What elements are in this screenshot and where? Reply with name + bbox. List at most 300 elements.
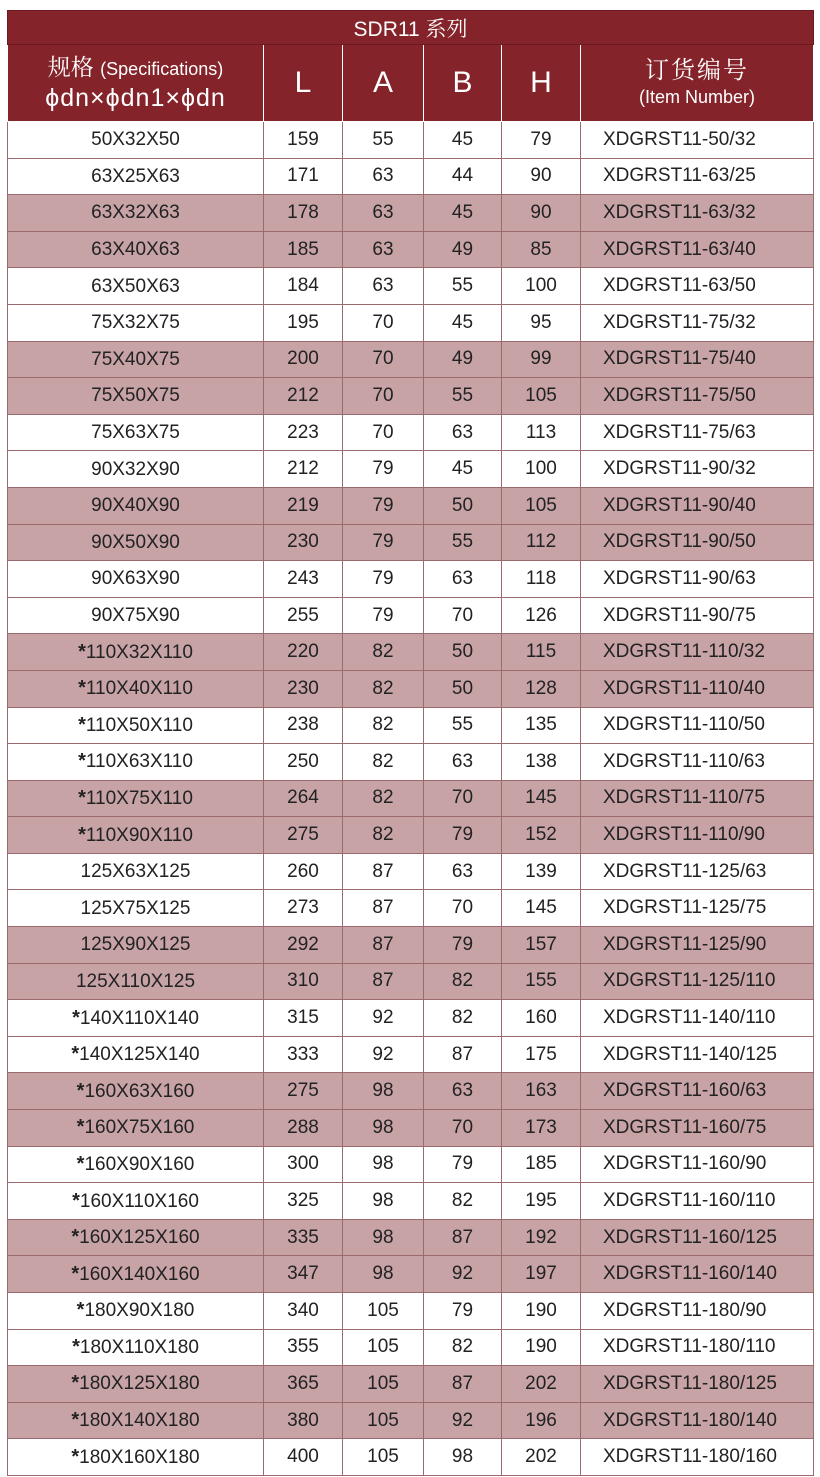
cell-l: 200 bbox=[264, 341, 343, 378]
cell-a: 98 bbox=[343, 1219, 424, 1256]
cell-item-number: XDGRST11-110/40 bbox=[581, 670, 814, 707]
table-row bbox=[8, 634, 814, 671]
cell-item-number: XDGRST11-63/25 bbox=[581, 158, 814, 195]
cell-spec bbox=[8, 341, 264, 378]
cell-spec bbox=[8, 268, 264, 305]
cell-spec bbox=[8, 451, 264, 488]
header-spec bbox=[8, 45, 264, 122]
spec-text: 63X25X63 bbox=[91, 165, 180, 187]
cell-spec bbox=[8, 1329, 264, 1366]
cell-l: 230 bbox=[264, 524, 343, 561]
spec-text: 90X32X90 bbox=[91, 458, 180, 480]
cell-l: 223 bbox=[264, 414, 343, 451]
spec-text: 180X140X180 bbox=[79, 1410, 200, 1432]
asterisk-mark: * bbox=[71, 1226, 80, 1249]
cell-h: 196 bbox=[502, 1402, 581, 1439]
cell-h: 190 bbox=[502, 1329, 581, 1366]
cell-spec bbox=[8, 1402, 264, 1439]
table-row bbox=[8, 853, 814, 890]
asterisk-mark: * bbox=[71, 1445, 80, 1468]
spec-text: 110X50X110 bbox=[85, 714, 193, 736]
cell-a: 82 bbox=[343, 817, 424, 854]
cell-spec bbox=[8, 378, 264, 415]
spec-text: 180X160X180 bbox=[79, 1446, 200, 1468]
cell-item-number: XDGRST11-160/90 bbox=[581, 1146, 814, 1183]
cell-h: 95 bbox=[502, 304, 581, 341]
cell-spec bbox=[8, 1439, 264, 1476]
table-row bbox=[8, 1366, 814, 1403]
cell-item-number: XDGRST11-110/32 bbox=[581, 634, 814, 671]
cell-h: 175 bbox=[502, 1036, 581, 1073]
cell-item-number: XDGRST11-90/40 bbox=[581, 487, 814, 524]
cell-b: 87 bbox=[424, 1036, 502, 1073]
cell-b: 49 bbox=[424, 231, 502, 268]
cell-a: 55 bbox=[343, 122, 424, 159]
cell-h: 100 bbox=[502, 451, 581, 488]
cell-l: 333 bbox=[264, 1036, 343, 1073]
cell-b: 92 bbox=[424, 1402, 502, 1439]
asterisk-mark: * bbox=[72, 1006, 80, 1029]
cell-spec bbox=[8, 1183, 264, 1220]
spec-text: 110X40X110 bbox=[85, 678, 193, 700]
cell-item-number: XDGRST11-110/50 bbox=[581, 707, 814, 744]
cell-a: 98 bbox=[343, 1183, 424, 1220]
cell-a: 70 bbox=[343, 304, 424, 341]
asterisk-mark: * bbox=[72, 1189, 80, 1212]
spec-table bbox=[7, 10, 814, 1476]
cell-l: 260 bbox=[264, 853, 343, 890]
cell-l: 171 bbox=[264, 158, 343, 195]
spec-text: 160X140X160 bbox=[79, 1263, 200, 1285]
cell-l: 220 bbox=[264, 634, 343, 671]
cell-spec bbox=[8, 634, 264, 671]
cell-item-number: XDGRST11-75/63 bbox=[581, 414, 814, 451]
header-spec-en: (Specifications) bbox=[100, 59, 224, 79]
cell-a: 105 bbox=[343, 1402, 424, 1439]
cell-item-number: XDGRST11-90/63 bbox=[581, 561, 814, 598]
spec-text: 140X125X140 bbox=[79, 1044, 200, 1066]
cell-b: 79 bbox=[424, 927, 502, 964]
cell-spec bbox=[8, 780, 264, 817]
cell-item-number: XDGRST11-180/160 bbox=[581, 1439, 814, 1476]
table-row bbox=[8, 1329, 814, 1366]
cell-l: 275 bbox=[264, 817, 343, 854]
cell-spec bbox=[8, 853, 264, 890]
spec-text: 63X50X63 bbox=[91, 275, 180, 297]
cell-b: 63 bbox=[424, 853, 502, 890]
cell-item-number: XDGRST11-180/125 bbox=[581, 1366, 814, 1403]
cell-item-number: XDGRST11-180/90 bbox=[581, 1293, 814, 1330]
spec-text: 110X90X110 bbox=[85, 824, 193, 846]
cell-h: 145 bbox=[502, 780, 581, 817]
cell-b: 79 bbox=[424, 817, 502, 854]
cell-l: 335 bbox=[264, 1219, 343, 1256]
cell-l: 184 bbox=[264, 268, 343, 305]
cell-a: 63 bbox=[343, 268, 424, 305]
cell-h: 192 bbox=[502, 1219, 581, 1256]
table-body bbox=[8, 122, 814, 1476]
cell-item-number: XDGRST11-90/32 bbox=[581, 451, 814, 488]
cell-b: 44 bbox=[424, 158, 502, 195]
table-row bbox=[8, 1293, 814, 1330]
asterisk-mark: * bbox=[76, 1299, 85, 1322]
cell-h: 160 bbox=[502, 1000, 581, 1037]
spec-text: 75X32X75 bbox=[91, 312, 180, 334]
cell-a: 98 bbox=[343, 1256, 424, 1293]
spec-text: 160X125X160 bbox=[79, 1227, 200, 1249]
cell-b: 49 bbox=[424, 341, 502, 378]
table-row bbox=[8, 1000, 814, 1037]
table-row bbox=[8, 597, 814, 634]
cell-item-number: XDGRST11-75/32 bbox=[581, 304, 814, 341]
cell-h: 155 bbox=[502, 963, 581, 1000]
cell-l: 230 bbox=[264, 670, 343, 707]
cell-b: 45 bbox=[424, 195, 502, 232]
cell-h: 118 bbox=[502, 561, 581, 598]
cell-b: 55 bbox=[424, 707, 502, 744]
table-row bbox=[8, 1402, 814, 1439]
cell-spec bbox=[8, 1146, 264, 1183]
cell-l: 292 bbox=[264, 927, 343, 964]
cell-h: 185 bbox=[502, 1146, 581, 1183]
cell-spec bbox=[8, 744, 264, 781]
cell-spec bbox=[8, 817, 264, 854]
cell-item-number: XDGRST11-110/75 bbox=[581, 780, 814, 817]
spec-text: 90X63X90 bbox=[91, 568, 180, 590]
table-row bbox=[8, 304, 814, 341]
cell-spec bbox=[8, 158, 264, 195]
cell-l: 264 bbox=[264, 780, 343, 817]
table-row bbox=[8, 122, 814, 159]
cell-b: 82 bbox=[424, 1183, 502, 1220]
cell-item-number: XDGRST11-125/110 bbox=[581, 963, 814, 1000]
header-item bbox=[581, 45, 814, 122]
cell-h: 128 bbox=[502, 670, 581, 707]
cell-b: 55 bbox=[424, 524, 502, 561]
header-h: H bbox=[502, 45, 581, 122]
cell-a: 82 bbox=[343, 670, 424, 707]
table-row bbox=[8, 963, 814, 1000]
table-row bbox=[8, 195, 814, 232]
cell-l: 238 bbox=[264, 707, 343, 744]
spec-text: 75X63X75 bbox=[91, 422, 180, 444]
cell-h: 79 bbox=[502, 122, 581, 159]
cell-h: 115 bbox=[502, 634, 581, 671]
cell-a: 79 bbox=[343, 487, 424, 524]
table-row bbox=[8, 231, 814, 268]
cell-h: 105 bbox=[502, 487, 581, 524]
cell-item-number: XDGRST11-110/63 bbox=[581, 744, 814, 781]
cell-h: 152 bbox=[502, 817, 581, 854]
cell-l: 250 bbox=[264, 744, 343, 781]
cell-a: 82 bbox=[343, 780, 424, 817]
cell-a: 70 bbox=[343, 341, 424, 378]
spec-text: 90X75X90 bbox=[91, 605, 180, 627]
cell-h: 90 bbox=[502, 195, 581, 232]
table-row bbox=[8, 1146, 814, 1183]
table-row bbox=[8, 1183, 814, 1220]
asterisk-mark: * bbox=[78, 713, 86, 736]
cell-item-number: XDGRST11-75/50 bbox=[581, 378, 814, 415]
cell-b: 45 bbox=[424, 304, 502, 341]
cell-a: 79 bbox=[343, 561, 424, 598]
cell-l: 355 bbox=[264, 1329, 343, 1366]
asterisk-mark: * bbox=[76, 1152, 85, 1175]
cell-l: 300 bbox=[264, 1146, 343, 1183]
cell-b: 63 bbox=[424, 1073, 502, 1110]
table-row bbox=[8, 414, 814, 451]
table-row bbox=[8, 561, 814, 598]
asterisk-mark: * bbox=[78, 786, 86, 809]
cell-l: 212 bbox=[264, 451, 343, 488]
cell-a: 63 bbox=[343, 158, 424, 195]
spec-text: 160X63X160 bbox=[84, 1080, 195, 1102]
cell-b: 70 bbox=[424, 597, 502, 634]
asterisk-mark: * bbox=[78, 640, 86, 663]
cell-item-number: XDGRST11-75/40 bbox=[581, 341, 814, 378]
cell-spec bbox=[8, 1219, 264, 1256]
cell-a: 70 bbox=[343, 414, 424, 451]
cell-l: 159 bbox=[264, 122, 343, 159]
cell-b: 70 bbox=[424, 780, 502, 817]
table-row bbox=[8, 524, 814, 561]
spec-text: 110X63X110 bbox=[85, 751, 193, 773]
cell-spec bbox=[8, 524, 264, 561]
cell-h: 113 bbox=[502, 414, 581, 451]
cell-b: 70 bbox=[424, 890, 502, 927]
spec-text: 160X75X160 bbox=[84, 1117, 195, 1139]
cell-h: 139 bbox=[502, 853, 581, 890]
cell-h: 195 bbox=[502, 1183, 581, 1220]
cell-item-number: XDGRST11-140/125 bbox=[581, 1036, 814, 1073]
cell-l: 365 bbox=[264, 1366, 343, 1403]
cell-item-number: XDGRST11-160/75 bbox=[581, 1110, 814, 1147]
cell-b: 55 bbox=[424, 268, 502, 305]
table-title-row bbox=[8, 11, 814, 45]
cell-l: 310 bbox=[264, 963, 343, 1000]
cell-a: 70 bbox=[343, 378, 424, 415]
cell-l: 380 bbox=[264, 1402, 343, 1439]
header-l: L bbox=[264, 45, 343, 122]
table-row bbox=[8, 1219, 814, 1256]
cell-h: 99 bbox=[502, 341, 581, 378]
spec-text: 125X63X125 bbox=[80, 861, 191, 883]
table-row bbox=[8, 1036, 814, 1073]
cell-h: 202 bbox=[502, 1366, 581, 1403]
cell-h: 135 bbox=[502, 707, 581, 744]
asterisk-mark: * bbox=[72, 1335, 80, 1358]
cell-a: 82 bbox=[343, 744, 424, 781]
cell-item-number: XDGRST11-160/110 bbox=[581, 1183, 814, 1220]
asterisk-mark: * bbox=[71, 1262, 80, 1285]
cell-b: 92 bbox=[424, 1256, 502, 1293]
cell-b: 63 bbox=[424, 744, 502, 781]
asterisk-mark: * bbox=[71, 1043, 80, 1066]
spec-text: 110X75X110 bbox=[85, 787, 193, 809]
cell-item-number: XDGRST11-90/75 bbox=[581, 597, 814, 634]
header-item-cn: 订货编号 bbox=[645, 57, 750, 84]
table-row bbox=[8, 158, 814, 195]
spec-text: 180X125X180 bbox=[79, 1373, 200, 1395]
cell-a: 92 bbox=[343, 1036, 424, 1073]
cell-spec bbox=[8, 414, 264, 451]
header-item-en: (Item Number) bbox=[639, 87, 756, 107]
table-row bbox=[8, 1110, 814, 1147]
spec-text: 180X90X180 bbox=[84, 1300, 195, 1322]
cell-h: 190 bbox=[502, 1293, 581, 1330]
cell-h: 112 bbox=[502, 524, 581, 561]
cell-item-number: XDGRST11-180/140 bbox=[581, 1402, 814, 1439]
cell-a: 87 bbox=[343, 890, 424, 927]
cell-spec bbox=[8, 963, 264, 1000]
cell-l: 255 bbox=[264, 597, 343, 634]
cell-l: 185 bbox=[264, 231, 343, 268]
cell-item-number: XDGRST11-125/75 bbox=[581, 890, 814, 927]
cell-spec bbox=[8, 1073, 264, 1110]
cell-h: 105 bbox=[502, 378, 581, 415]
spec-text: 140X110X140 bbox=[79, 1007, 199, 1029]
table-row bbox=[8, 890, 814, 927]
cell-a: 98 bbox=[343, 1146, 424, 1183]
cell-b: 87 bbox=[424, 1219, 502, 1256]
cell-h: 202 bbox=[502, 1439, 581, 1476]
table-row bbox=[8, 817, 814, 854]
cell-a: 82 bbox=[343, 634, 424, 671]
cell-b: 45 bbox=[424, 451, 502, 488]
table-row bbox=[8, 378, 814, 415]
cell-b: 63 bbox=[424, 561, 502, 598]
spec-text: 75X50X75 bbox=[91, 385, 180, 407]
table-row bbox=[8, 744, 814, 781]
cell-l: 400 bbox=[264, 1439, 343, 1476]
cell-item-number: XDGRST11-63/50 bbox=[581, 268, 814, 305]
cell-l: 273 bbox=[264, 890, 343, 927]
cell-spec bbox=[8, 1000, 264, 1037]
header-spec-formula: ϕdn×ϕdn1×ϕdn bbox=[45, 84, 226, 112]
cell-a: 92 bbox=[343, 1000, 424, 1037]
cell-l: 178 bbox=[264, 195, 343, 232]
table-row bbox=[8, 707, 814, 744]
cell-item-number: XDGRST11-125/63 bbox=[581, 853, 814, 890]
cell-a: 79 bbox=[343, 451, 424, 488]
cell-a: 87 bbox=[343, 963, 424, 1000]
header-spec-cn: 规格 bbox=[47, 54, 94, 80]
cell-l: 243 bbox=[264, 561, 343, 598]
cell-b: 82 bbox=[424, 963, 502, 1000]
cell-a: 105 bbox=[343, 1329, 424, 1366]
cell-spec bbox=[8, 670, 264, 707]
cell-spec bbox=[8, 1293, 264, 1330]
cell-spec bbox=[8, 231, 264, 268]
cell-a: 105 bbox=[343, 1439, 424, 1476]
cell-a: 105 bbox=[343, 1293, 424, 1330]
cell-b: 50 bbox=[424, 487, 502, 524]
table-row bbox=[8, 1439, 814, 1476]
spec-text: 63X32X63 bbox=[91, 202, 180, 224]
cell-a: 87 bbox=[343, 853, 424, 890]
cell-h: 85 bbox=[502, 231, 581, 268]
cell-h: 138 bbox=[502, 744, 581, 781]
cell-l: 195 bbox=[264, 304, 343, 341]
cell-spec bbox=[8, 195, 264, 232]
header-a: A bbox=[343, 45, 424, 122]
spec-text: 125X110X125 bbox=[75, 970, 196, 992]
cell-l: 212 bbox=[264, 378, 343, 415]
asterisk-mark: * bbox=[78, 677, 86, 700]
cell-spec bbox=[8, 1110, 264, 1147]
cell-item-number: XDGRST11-110/90 bbox=[581, 817, 814, 854]
cell-spec bbox=[8, 890, 264, 927]
table-title: SDR11 系列 bbox=[8, 11, 814, 45]
cell-item-number: XDGRST11-160/140 bbox=[581, 1256, 814, 1293]
cell-l: 275 bbox=[264, 1073, 343, 1110]
cell-spec bbox=[8, 487, 264, 524]
cell-a: 105 bbox=[343, 1366, 424, 1403]
cell-item-number: XDGRST11-90/50 bbox=[581, 524, 814, 561]
spec-text: 63X40X63 bbox=[91, 239, 180, 261]
spec-text: 180X110X180 bbox=[79, 1336, 199, 1358]
cell-h: 126 bbox=[502, 597, 581, 634]
table-row bbox=[8, 780, 814, 817]
spec-text: 50X32X50 bbox=[91, 129, 180, 151]
cell-a: 79 bbox=[343, 524, 424, 561]
cell-b: 50 bbox=[424, 634, 502, 671]
header-b: B bbox=[424, 45, 502, 122]
spec-text: 90X50X90 bbox=[91, 531, 180, 553]
table-row bbox=[8, 670, 814, 707]
cell-b: 79 bbox=[424, 1293, 502, 1330]
cell-b: 63 bbox=[424, 414, 502, 451]
cell-item-number: XDGRST11-180/110 bbox=[581, 1329, 814, 1366]
cell-a: 63 bbox=[343, 195, 424, 232]
cell-h: 90 bbox=[502, 158, 581, 195]
table-row bbox=[8, 451, 814, 488]
cell-b: 45 bbox=[424, 122, 502, 159]
spec-text: 125X75X125 bbox=[80, 897, 191, 919]
spec-text: 125X90X125 bbox=[80, 934, 191, 956]
spec-text: 75X40X75 bbox=[91, 348, 180, 370]
cell-a: 87 bbox=[343, 927, 424, 964]
table-header-row bbox=[8, 45, 814, 122]
cell-item-number: XDGRST11-160/125 bbox=[581, 1219, 814, 1256]
spec-text: 160X90X160 bbox=[84, 1153, 195, 1175]
cell-a: 98 bbox=[343, 1073, 424, 1110]
cell-l: 219 bbox=[264, 487, 343, 524]
asterisk-mark: * bbox=[71, 1372, 80, 1395]
cell-h: 163 bbox=[502, 1073, 581, 1110]
spec-text: 90X40X90 bbox=[91, 495, 180, 517]
cell-item-number: XDGRST11-140/110 bbox=[581, 1000, 814, 1037]
cell-b: 82 bbox=[424, 1000, 502, 1037]
cell-b: 70 bbox=[424, 1110, 502, 1147]
asterisk-mark: * bbox=[76, 1079, 85, 1102]
cell-spec bbox=[8, 561, 264, 598]
cell-b: 98 bbox=[424, 1439, 502, 1476]
cell-h: 100 bbox=[502, 268, 581, 305]
cell-item-number: XDGRST11-50/32 bbox=[581, 122, 814, 159]
cell-l: 288 bbox=[264, 1110, 343, 1147]
cell-l: 315 bbox=[264, 1000, 343, 1037]
cell-l: 325 bbox=[264, 1183, 343, 1220]
cell-b: 79 bbox=[424, 1146, 502, 1183]
cell-l: 340 bbox=[264, 1293, 343, 1330]
cell-spec bbox=[8, 927, 264, 964]
cell-h: 173 bbox=[502, 1110, 581, 1147]
cell-item-number: XDGRST11-160/63 bbox=[581, 1073, 814, 1110]
spec-text: 160X110X160 bbox=[79, 1190, 199, 1212]
cell-spec bbox=[8, 597, 264, 634]
cell-h: 145 bbox=[502, 890, 581, 927]
